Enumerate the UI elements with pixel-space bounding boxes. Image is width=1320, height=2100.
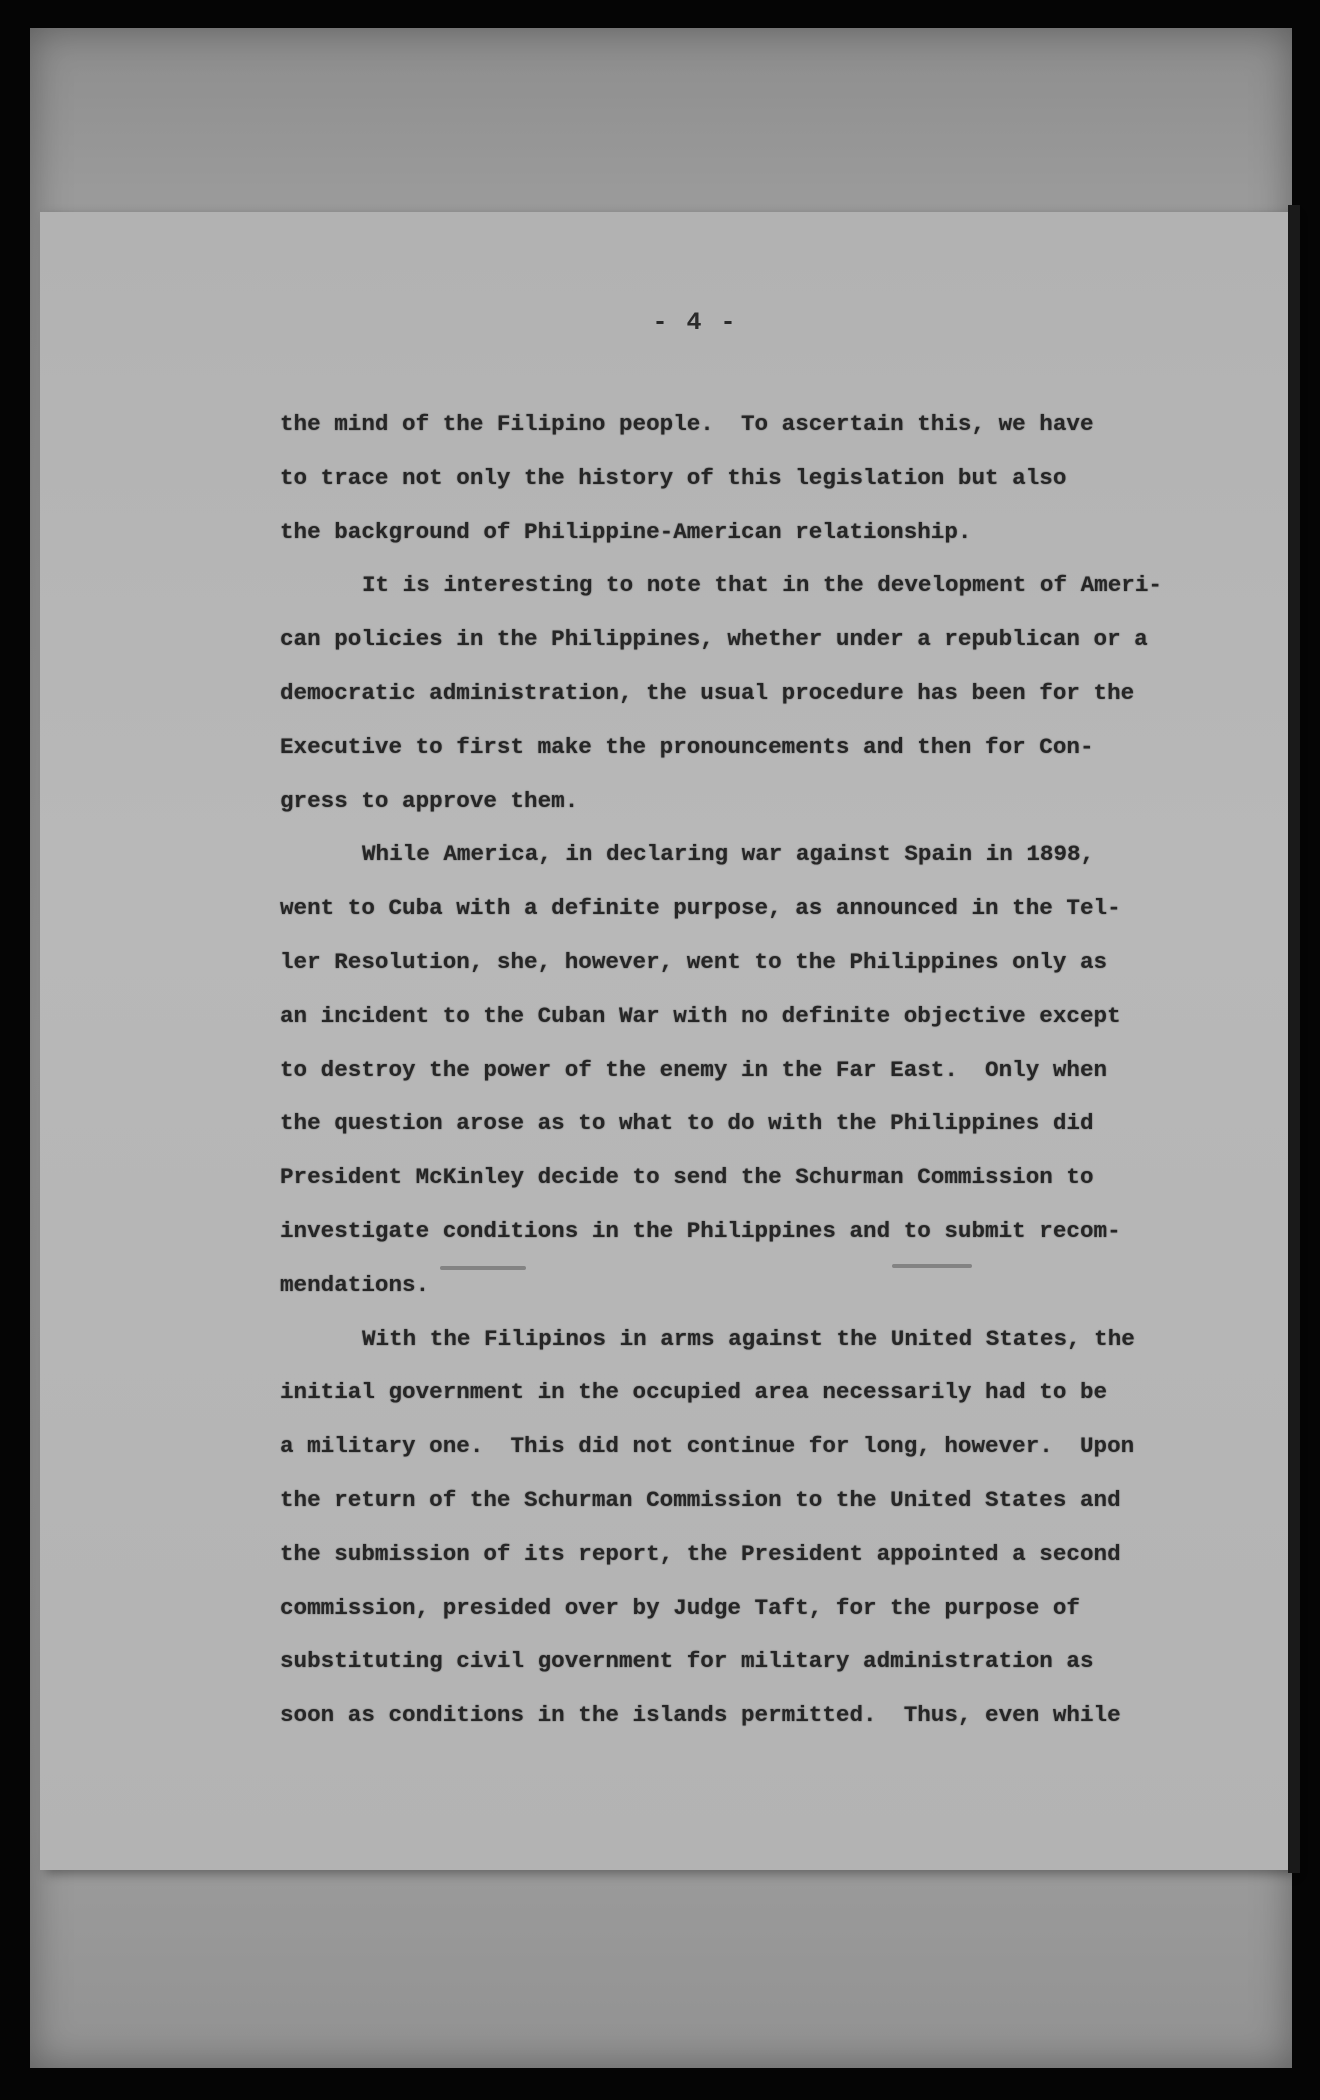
page-number: - 4 - (652, 308, 738, 337)
text-line: the submission of its report, the President appointed a second (280, 1540, 1121, 1567)
sheet-shadow-edge (1288, 205, 1300, 1873)
text-line: an incident to the Cuban War with no definite objective except (280, 1002, 1121, 1029)
text-line: the return of the Schurman Commission to the United States and (280, 1486, 1121, 1513)
text-line: It is interesting to note that in the development of Ameri- (362, 572, 1162, 599)
text-line: commission, presided over by Judge Taft, for the purpose of (280, 1594, 1080, 1621)
text-line: democratic administration, the usual procedure has been for the (280, 679, 1135, 706)
text-line: gress to approve them. (280, 787, 579, 814)
text-line: investigate conditions in the Philippines and to submit recom- (280, 1217, 1121, 1244)
paragraph (280, 1313, 1140, 1743)
text-line: initial government in the occupied area necessarily had to be (280, 1379, 1108, 1406)
paragraph (280, 828, 1140, 1312)
text-line: substituting civil government for military administration as (280, 1648, 1094, 1675)
ink-smudge (440, 1266, 526, 1270)
ink-smudge (892, 1264, 972, 1268)
paragraph (280, 559, 1162, 828)
text-line: the mind of the Filipino people. To ascertain this, we have (280, 411, 1094, 437)
text-line: to trace not only the history of this legislation but also (280, 464, 1067, 491)
body-text (280, 398, 1162, 1743)
text-line: President McKinley decide to send the Schurman Commission to (280, 1164, 1094, 1191)
text-line: can policies in the Philippines, whether under a republican or a (280, 626, 1148, 653)
text-line: the question arose as to what to do with the Philippines did (280, 1110, 1094, 1137)
text-line: a military one. This did not continue for long, however. Upon (280, 1433, 1135, 1460)
text-line: While America, in declaring war against Spain in 1898, (362, 841, 1095, 868)
text-line: went to Cuba with a definite purpose, as announced in the Tel- (280, 895, 1121, 922)
paragraph (280, 398, 1140, 559)
text-line: Executive to first make the pronouncements and then for Con- (280, 733, 1094, 760)
text-line: the background of Philippine-American relationship. (280, 518, 972, 545)
text-line: soon as conditions in the islands permitted. Thus, even while (280, 1702, 1121, 1729)
text-line: ler Resolution, she, however, went to the Philippines only as (280, 948, 1108, 975)
text-line: With the Filipinos in arms against the United States, the (362, 1325, 1135, 1352)
text-line: to destroy the power of the enemy in the Far East. Only when (280, 1056, 1108, 1083)
text-line: mendations. (280, 1271, 430, 1298)
